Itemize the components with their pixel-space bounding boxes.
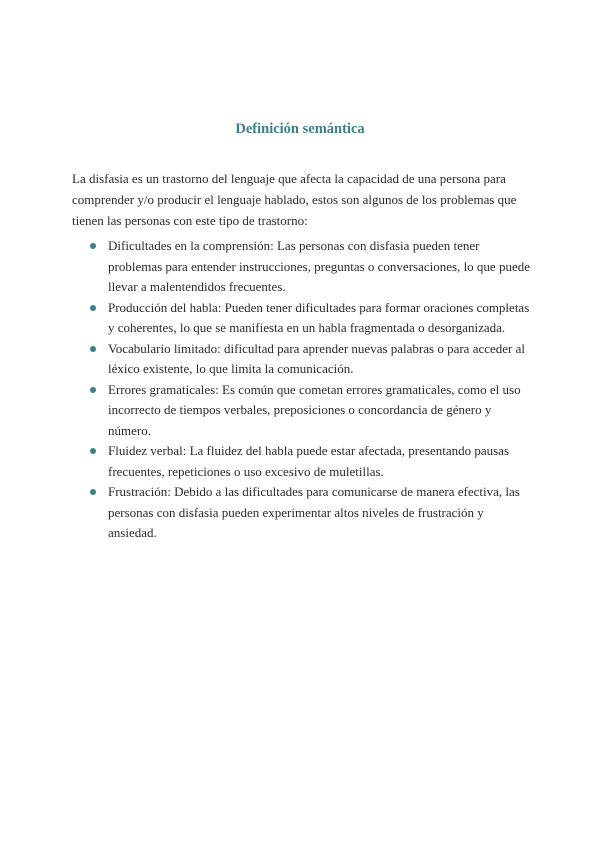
list-item-text: Vocabulario limitado: dificultad para aprender nuevas palabras o para acceder al léxico existente, lo que limita la comunicación. <box>108 340 526 376</box>
list-item <box>72 236 532 298</box>
list-item <box>72 482 532 544</box>
list-item-text: Frustración: Debido a las dificultades para comunicarse de manera efectiva, las personas con disfasia pueden experimentar altos niveles de frustración y ansiedad. <box>108 484 520 540</box>
list-item-text: Producción del habla: Pueden tener dificultades para formar oraciones completas y coherentes, lo que se manifiesta en un habla fragmentada o desorganizada. <box>108 299 530 335</box>
bullet-dot-icon <box>90 448 96 454</box>
bullet-dot-icon <box>90 346 96 352</box>
page-title: Definición semántica <box>235 121 365 137</box>
bullet-list <box>72 236 532 544</box>
list-item <box>72 380 532 442</box>
list-item <box>72 298 532 339</box>
list-item <box>72 339 532 380</box>
bullet-dot-icon <box>90 489 96 495</box>
list-item-text: Fluidez verbal: La fluidez del habla puede estar afectada, presentando pausas frecuentes, repeticiones o uso excesivo de muletillas. <box>108 443 510 479</box>
list-item <box>72 441 532 482</box>
bullet-dot-icon <box>90 243 96 249</box>
bullet-dot-icon <box>90 387 96 393</box>
list-item-text: Dificultades en la comprensión: Las personas con disfasia pueden tener problemas para entender instrucciones, preguntas o conversaciones, lo que puede llevar a malentendidos frecuentes. <box>108 238 530 294</box>
list-item-text: Errores gramaticales: Es común que cometan errores gramaticales, como el uso incorrecto de tiempos verbales, preposiciones o concordancia de género y número. <box>108 381 521 438</box>
intro-paragraph: La disfasia es un trastorno del lenguaje que afecta la capacidad de una persona para comprender y/o producir el lenguaje hablado, estos son algunos de los problemas que tienen las personas con este tipo de trastorno: <box>72 171 517 228</box>
bullet-dot-icon <box>90 305 96 311</box>
